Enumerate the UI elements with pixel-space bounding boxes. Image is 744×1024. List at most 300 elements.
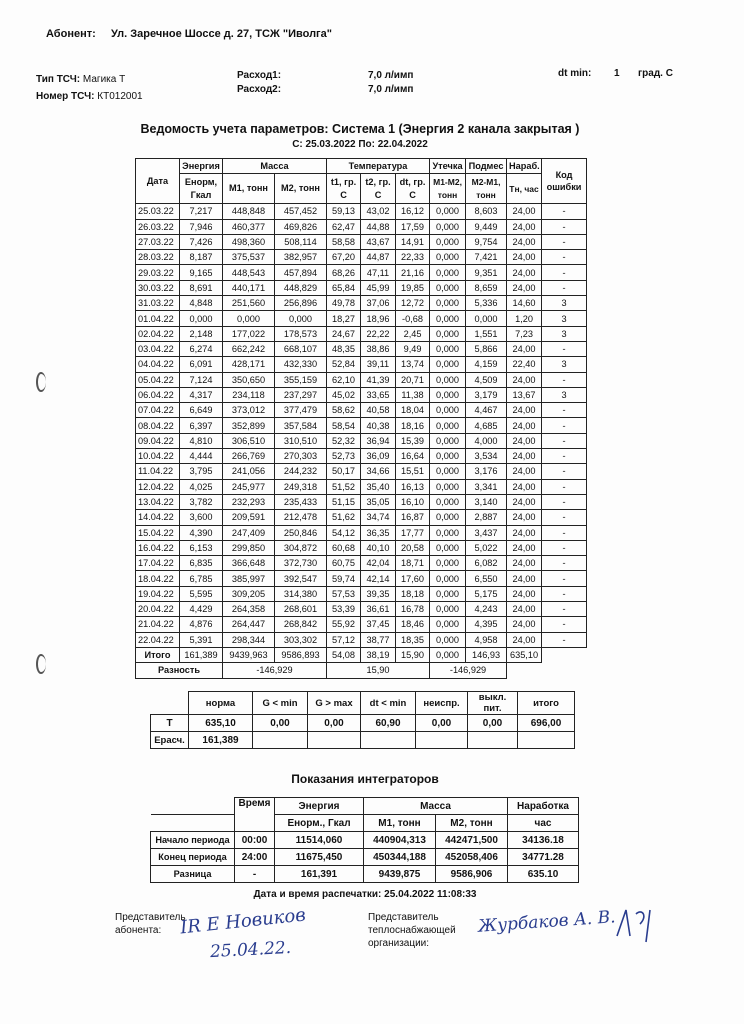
total-cell: 54,08 [327, 647, 361, 662]
row-cell: 0,000 [430, 250, 466, 265]
row-cell: 460,377 [223, 219, 275, 234]
int-header-m1: М1, тонн [364, 815, 436, 832]
row-cell: 4,390 [180, 525, 223, 540]
table-row [136, 571, 587, 586]
row-date: 30.03.22 [136, 280, 180, 295]
row-cell: 4,317 [180, 387, 223, 402]
row-cell: -0,68 [396, 311, 430, 326]
tsch-type-value: Магика Т [82, 74, 126, 85]
row-cell: 3,179 [466, 387, 507, 402]
row-cell: - [542, 372, 587, 387]
row-cell: 0,000 [223, 311, 275, 326]
integrator-m2: 9586,906 [436, 866, 508, 883]
row-cell: 0,000 [430, 602, 466, 617]
row-cell: 8,603 [466, 204, 507, 219]
summary-header-row [151, 692, 575, 715]
row-cell: 668,107 [275, 341, 327, 356]
subheader-m2: М2, тонн [275, 174, 327, 204]
row-cell: - [542, 525, 587, 540]
row-cell: - [542, 341, 587, 356]
row-cell: 0,000 [430, 418, 466, 433]
row-cell: 38,86 [361, 341, 396, 356]
row-cell: 45,99 [361, 280, 396, 295]
table-row [136, 602, 587, 617]
row-cell: 4,395 [466, 617, 507, 632]
row-cell: 373,012 [223, 403, 275, 418]
row-date: 05.04.22 [136, 372, 180, 387]
summary-header: выкл. пит. [468, 692, 518, 715]
row-cell: 6,153 [180, 540, 223, 555]
row-date: 09.04.22 [136, 433, 180, 448]
summary-header: итого [518, 692, 575, 715]
row-cell: 6,091 [180, 357, 223, 372]
row-cell: 3,140 [466, 494, 507, 509]
row-cell: 241,056 [223, 464, 275, 479]
summary-t-row [151, 715, 575, 732]
row-cell: 58,54 [327, 418, 361, 433]
abonent-value: Ул. Заречное Шоссе д. 27, ТСЖ "Иволга" [111, 28, 332, 40]
row-date: 08.04.22 [136, 418, 180, 433]
row-cell: - [542, 586, 587, 601]
row-cell: 24,00 [507, 602, 542, 617]
row-cell: 53,39 [327, 602, 361, 617]
row-cell: 3 [542, 357, 587, 372]
row-date: 18.04.22 [136, 571, 180, 586]
table-row [136, 296, 587, 311]
print-date: Дата и время распечатки: 25.04.2022 11:08:33 [253, 889, 477, 900]
diff-temp: 15,90 [327, 663, 430, 678]
row-cell: 48,35 [327, 341, 361, 356]
row-cell: 232,293 [223, 494, 275, 509]
row-cell: 18,96 [361, 311, 396, 326]
row-cell: 12,72 [396, 296, 430, 311]
row-cell: 24,00 [507, 250, 542, 265]
row-cell: - [542, 403, 587, 418]
total-row [136, 647, 587, 662]
int-header-energy: Энергия [275, 798, 364, 815]
diff-row [136, 663, 587, 678]
integrator-m2: 442471,500 [436, 832, 508, 849]
summary-corner [151, 692, 189, 715]
row-cell: 15,51 [396, 464, 430, 479]
row-cell: 11,38 [396, 387, 430, 402]
subheader-m2m1: М2-М1, тонн [466, 174, 507, 204]
table-row [136, 387, 587, 402]
tsch-num-value: КТ012001 [97, 91, 143, 102]
row-date: 07.04.22 [136, 403, 180, 418]
rep-abonent-label: Представитель абонента: [115, 912, 186, 936]
row-cell: 0,000 [430, 449, 466, 464]
row-cell: 24,00 [507, 403, 542, 418]
row-cell: 43,02 [361, 204, 396, 219]
row-date: 25.03.22 [136, 204, 180, 219]
row-cell: 5,175 [466, 586, 507, 601]
row-cell: 0,000 [430, 525, 466, 540]
row-cell: 0,000 [430, 296, 466, 311]
row-cell: 38,77 [361, 632, 396, 647]
integrator-label: Начало периода [151, 832, 235, 849]
int-header-m2: М2, тонн [436, 815, 508, 832]
row-cell: 16,87 [396, 510, 430, 525]
row-cell: 2,45 [396, 326, 430, 341]
row-cell: 15,39 [396, 433, 430, 448]
integrator-row [151, 866, 579, 883]
row-cell: 50,17 [327, 464, 361, 479]
integrator-label: Разница [151, 866, 235, 883]
row-cell: 59,13 [327, 204, 361, 219]
row-cell: 57,12 [327, 632, 361, 647]
integrator-m1: 440904,313 [364, 832, 436, 849]
table-row [136, 265, 587, 280]
row-cell: 0,000 [430, 265, 466, 280]
total-label: Итого [136, 647, 180, 662]
dtmin-label: dt min: [558, 68, 592, 79]
integrators-title: Показания интеграторов [291, 772, 439, 786]
rashod2-label: Расход2: [237, 84, 282, 95]
row-cell: 24,00 [507, 280, 542, 295]
tsch-type-label: Тип ТСЧ: [36, 74, 81, 85]
row-cell: 36,09 [361, 449, 396, 464]
table-row [136, 418, 587, 433]
summary-t-value: 60,90 [361, 715, 416, 732]
row-cell: 0,000 [430, 372, 466, 387]
row-cell: 7,217 [180, 204, 223, 219]
row-cell: 6,835 [180, 556, 223, 571]
row-cell: 42,14 [361, 571, 396, 586]
row-cell: 372,730 [275, 556, 327, 571]
header-mass: Масса [223, 159, 327, 174]
row-cell: 6,274 [180, 341, 223, 356]
row-cell: 4,810 [180, 433, 223, 448]
row-date: 29.03.22 [136, 265, 180, 280]
row-cell: 51,62 [327, 510, 361, 525]
table-row [136, 341, 587, 356]
subheader-th: Тн, час [507, 174, 542, 204]
table-row [136, 464, 587, 479]
row-cell: - [542, 556, 587, 571]
row-cell: 1,551 [466, 326, 507, 341]
row-cell: 304,872 [275, 540, 327, 555]
row-cell: 37,06 [361, 296, 396, 311]
row-cell: 0,000 [430, 326, 466, 341]
integrator-energy: 161,391 [275, 866, 364, 883]
row-cell: 299,850 [223, 540, 275, 555]
summary-t-value: 0,00 [253, 715, 308, 732]
int-header-row-2 [151, 815, 579, 832]
table-row [136, 479, 587, 494]
row-cell: 52,32 [327, 433, 361, 448]
row-cell: 6,082 [466, 556, 507, 571]
punch-hole-mark [36, 372, 46, 392]
row-cell: 3,341 [466, 479, 507, 494]
row-cell: 34,66 [361, 464, 396, 479]
row-cell: 58,62 [327, 403, 361, 418]
row-cell: 7,124 [180, 372, 223, 387]
int-header-time: Время [235, 798, 275, 832]
row-cell: 432,330 [275, 357, 327, 372]
row-date: 02.04.22 [136, 326, 180, 341]
row-cell: 16,78 [396, 602, 430, 617]
row-cell: 4,467 [466, 403, 507, 418]
signature-abonent: IR E Новиков [179, 904, 307, 939]
summary-header: G > max [308, 692, 361, 715]
row-cell: 22,22 [361, 326, 396, 341]
row-cell: 5,595 [180, 586, 223, 601]
row-cell: 382,957 [275, 250, 327, 265]
row-cell: 24,00 [507, 479, 542, 494]
row-cell: 3,534 [466, 449, 507, 464]
row-cell: 51,15 [327, 494, 361, 509]
table-row [136, 449, 587, 464]
int-corner [151, 798, 235, 815]
row-cell: 17,59 [396, 219, 430, 234]
table-row [136, 617, 587, 632]
row-cell: 9,351 [466, 265, 507, 280]
table-row [136, 525, 587, 540]
row-date: 06.04.22 [136, 387, 180, 402]
row-cell: 662,242 [223, 341, 275, 356]
row-cell: 5,391 [180, 632, 223, 647]
row-cell: 24,67 [327, 326, 361, 341]
table-row [136, 234, 587, 249]
rashod1-label: Расход1: [237, 70, 282, 81]
row-cell: 24,00 [507, 265, 542, 280]
integrator-runtime: 34771.28 [508, 849, 579, 866]
row-date: 04.04.22 [136, 357, 180, 372]
row-cell: 40,38 [361, 418, 396, 433]
row-date: 11.04.22 [136, 464, 180, 479]
row-cell: 24,00 [507, 586, 542, 601]
row-cell: 0,000 [430, 357, 466, 372]
table-row [136, 540, 587, 555]
row-cell: 448,829 [275, 280, 327, 295]
row-cell: 0,000 [430, 403, 466, 418]
row-cell: 4,848 [180, 296, 223, 311]
header-runtime: Нараб. [507, 159, 542, 174]
row-cell: 249,318 [275, 479, 327, 494]
row-cell: 40,10 [361, 540, 396, 555]
row-cell: - [542, 602, 587, 617]
row-cell: - [542, 540, 587, 555]
row-cell: 5,866 [466, 341, 507, 356]
row-date: 14.04.22 [136, 510, 180, 525]
row-cell: 268,601 [275, 602, 327, 617]
subheader-t2: t2, гр. С [361, 174, 396, 204]
row-cell: 0,000 [430, 571, 466, 586]
row-cell: 0,000 [430, 280, 466, 295]
row-cell: 3,782 [180, 494, 223, 509]
row-cell: 4,000 [466, 433, 507, 448]
integrator-label: Конец периода [151, 849, 235, 866]
row-date: 12.04.22 [136, 479, 180, 494]
row-cell: 7,23 [507, 326, 542, 341]
integrator-runtime: 635.10 [508, 866, 579, 883]
row-cell: 34,74 [361, 510, 396, 525]
row-cell: - [542, 494, 587, 509]
row-date: 26.03.22 [136, 219, 180, 234]
summary-e-empty [416, 732, 468, 749]
row-cell: 2,887 [466, 510, 507, 525]
total-cell: 635,10 [507, 647, 542, 662]
report-title: Ведомость учета параметров: Система 1 (Энергия 2 канала закрытая ) [140, 122, 580, 136]
row-cell: 177,022 [223, 326, 275, 341]
row-cell: - [542, 433, 587, 448]
row-cell: 385,997 [223, 571, 275, 586]
total-cell: 9586,893 [275, 647, 327, 662]
header-makeup: Подмес [466, 159, 507, 174]
row-cell: 68,26 [327, 265, 361, 280]
integrator-energy: 11514,060 [275, 832, 364, 849]
tsch-num-label: Номер ТСЧ: [36, 91, 95, 102]
row-cell: 0,000 [430, 433, 466, 448]
row-cell: 55,92 [327, 617, 361, 632]
signature-date: 25.04.22. [209, 937, 292, 963]
summary-header: неиспр. [416, 692, 468, 715]
row-cell: 309,205 [223, 586, 275, 601]
row-cell: 6,785 [180, 571, 223, 586]
row-cell: 355,159 [275, 372, 327, 387]
row-date: 13.04.22 [136, 494, 180, 509]
row-cell: 24,00 [507, 540, 542, 555]
row-cell: 24,00 [507, 494, 542, 509]
tsch-type [36, 74, 125, 85]
table-row [136, 403, 587, 418]
row-cell: 47,11 [361, 265, 396, 280]
row-cell: 3 [542, 311, 587, 326]
row-date: 20.04.22 [136, 602, 180, 617]
row-cell: 35,40 [361, 479, 396, 494]
row-cell: 0,000 [275, 311, 327, 326]
header-leak: Утечка [430, 159, 466, 174]
row-cell: - [542, 479, 587, 494]
row-cell: 42,04 [361, 556, 396, 571]
summary-e-empty [308, 732, 361, 749]
row-cell: 18,16 [396, 418, 430, 433]
row-cell: 18,04 [396, 403, 430, 418]
table-row [136, 219, 587, 234]
row-cell: 0,000 [180, 311, 223, 326]
row-cell: 457,452 [275, 204, 327, 219]
row-cell: 0,000 [430, 204, 466, 219]
abonent-label: Абонент: [46, 28, 96, 40]
row-cell: 24,00 [507, 464, 542, 479]
rashod1-value: 7,0 л/имп [368, 70, 414, 81]
row-cell: 51,52 [327, 479, 361, 494]
row-cell: 13,67 [507, 387, 542, 402]
row-cell: 60,68 [327, 540, 361, 555]
summary-t-label: Т [151, 715, 189, 732]
table-row [136, 326, 587, 341]
row-cell: - [542, 280, 587, 295]
row-cell: 36,94 [361, 433, 396, 448]
row-cell: 366,648 [223, 556, 275, 571]
row-date: 10.04.22 [136, 449, 180, 464]
row-cell: 268,842 [275, 617, 327, 632]
summary-e-empty [361, 732, 416, 749]
row-cell: 0,000 [430, 632, 466, 647]
summary-t-value: 696,00 [518, 715, 575, 732]
row-cell: 52,73 [327, 449, 361, 464]
row-cell: 4,444 [180, 449, 223, 464]
row-cell: 24,00 [507, 433, 542, 448]
row-cell: 7,421 [466, 250, 507, 265]
row-cell: 4,509 [466, 372, 507, 387]
subheader-t1: t1, гр. С [327, 174, 361, 204]
row-cell: 24,00 [507, 617, 542, 632]
integrator-m2: 452058,406 [436, 849, 508, 866]
row-cell: 67,20 [327, 250, 361, 265]
row-cell: 4,876 [180, 617, 223, 632]
subheader-m1: М1, тонн [223, 174, 275, 204]
row-cell: 21,16 [396, 265, 430, 280]
row-cell: - [542, 510, 587, 525]
integrator-energy: 11675,450 [275, 849, 364, 866]
row-cell: 6,397 [180, 418, 223, 433]
row-cell: 22,33 [396, 250, 430, 265]
row-cell: 24,00 [507, 372, 542, 387]
integrator-time: - [235, 866, 275, 883]
diff-empty-2 [542, 663, 587, 678]
diff-empty-1 [507, 663, 542, 678]
row-cell: 16,12 [396, 204, 430, 219]
row-cell: 14,60 [507, 296, 542, 311]
row-cell: 60,75 [327, 556, 361, 571]
row-cell: 22,40 [507, 357, 542, 372]
row-cell: 4,958 [466, 632, 507, 647]
table-row [136, 204, 587, 219]
row-cell: - [542, 234, 587, 249]
row-cell: - [542, 204, 587, 219]
row-cell: 0,000 [430, 617, 466, 632]
row-cell: 244,232 [275, 464, 327, 479]
total-empty [542, 647, 587, 662]
row-cell: 6,550 [466, 571, 507, 586]
row-cell: - [542, 449, 587, 464]
row-cell: 24,00 [507, 418, 542, 433]
row-cell: 57,53 [327, 586, 361, 601]
row-cell: 59,74 [327, 571, 361, 586]
row-cell: 0,000 [430, 510, 466, 525]
integrators-table [150, 797, 579, 883]
dtmin-value: 1 [614, 68, 620, 79]
row-date: 03.04.22 [136, 341, 180, 356]
integrator-m1: 9439,875 [364, 866, 436, 883]
row-cell: 8,187 [180, 250, 223, 265]
diff-mass: -146,929 [223, 663, 327, 678]
header-energy: Энергия [180, 159, 223, 174]
table-row [136, 250, 587, 265]
signature-org: Журбаков А. В. [477, 907, 617, 937]
row-cell: 24,00 [507, 632, 542, 647]
row-date: 22.04.22 [136, 632, 180, 647]
row-date: 21.04.22 [136, 617, 180, 632]
integrator-runtime: 34136.18 [508, 832, 579, 849]
row-cell: 266,769 [223, 449, 275, 464]
row-cell: 234,118 [223, 387, 275, 402]
header-date: Дата [136, 159, 180, 204]
row-cell: 0,000 [430, 234, 466, 249]
summary-t-value: 0,00 [416, 715, 468, 732]
row-cell: - [542, 265, 587, 280]
row-cell: 0,000 [430, 219, 466, 234]
row-date: 28.03.22 [136, 250, 180, 265]
row-cell: 448,543 [223, 265, 275, 280]
row-cell: 24,00 [507, 525, 542, 540]
summary-t-value: 635,10 [189, 715, 253, 732]
row-date: 15.04.22 [136, 525, 180, 540]
row-cell: 4,243 [466, 602, 507, 617]
row-cell: 7,946 [180, 219, 223, 234]
